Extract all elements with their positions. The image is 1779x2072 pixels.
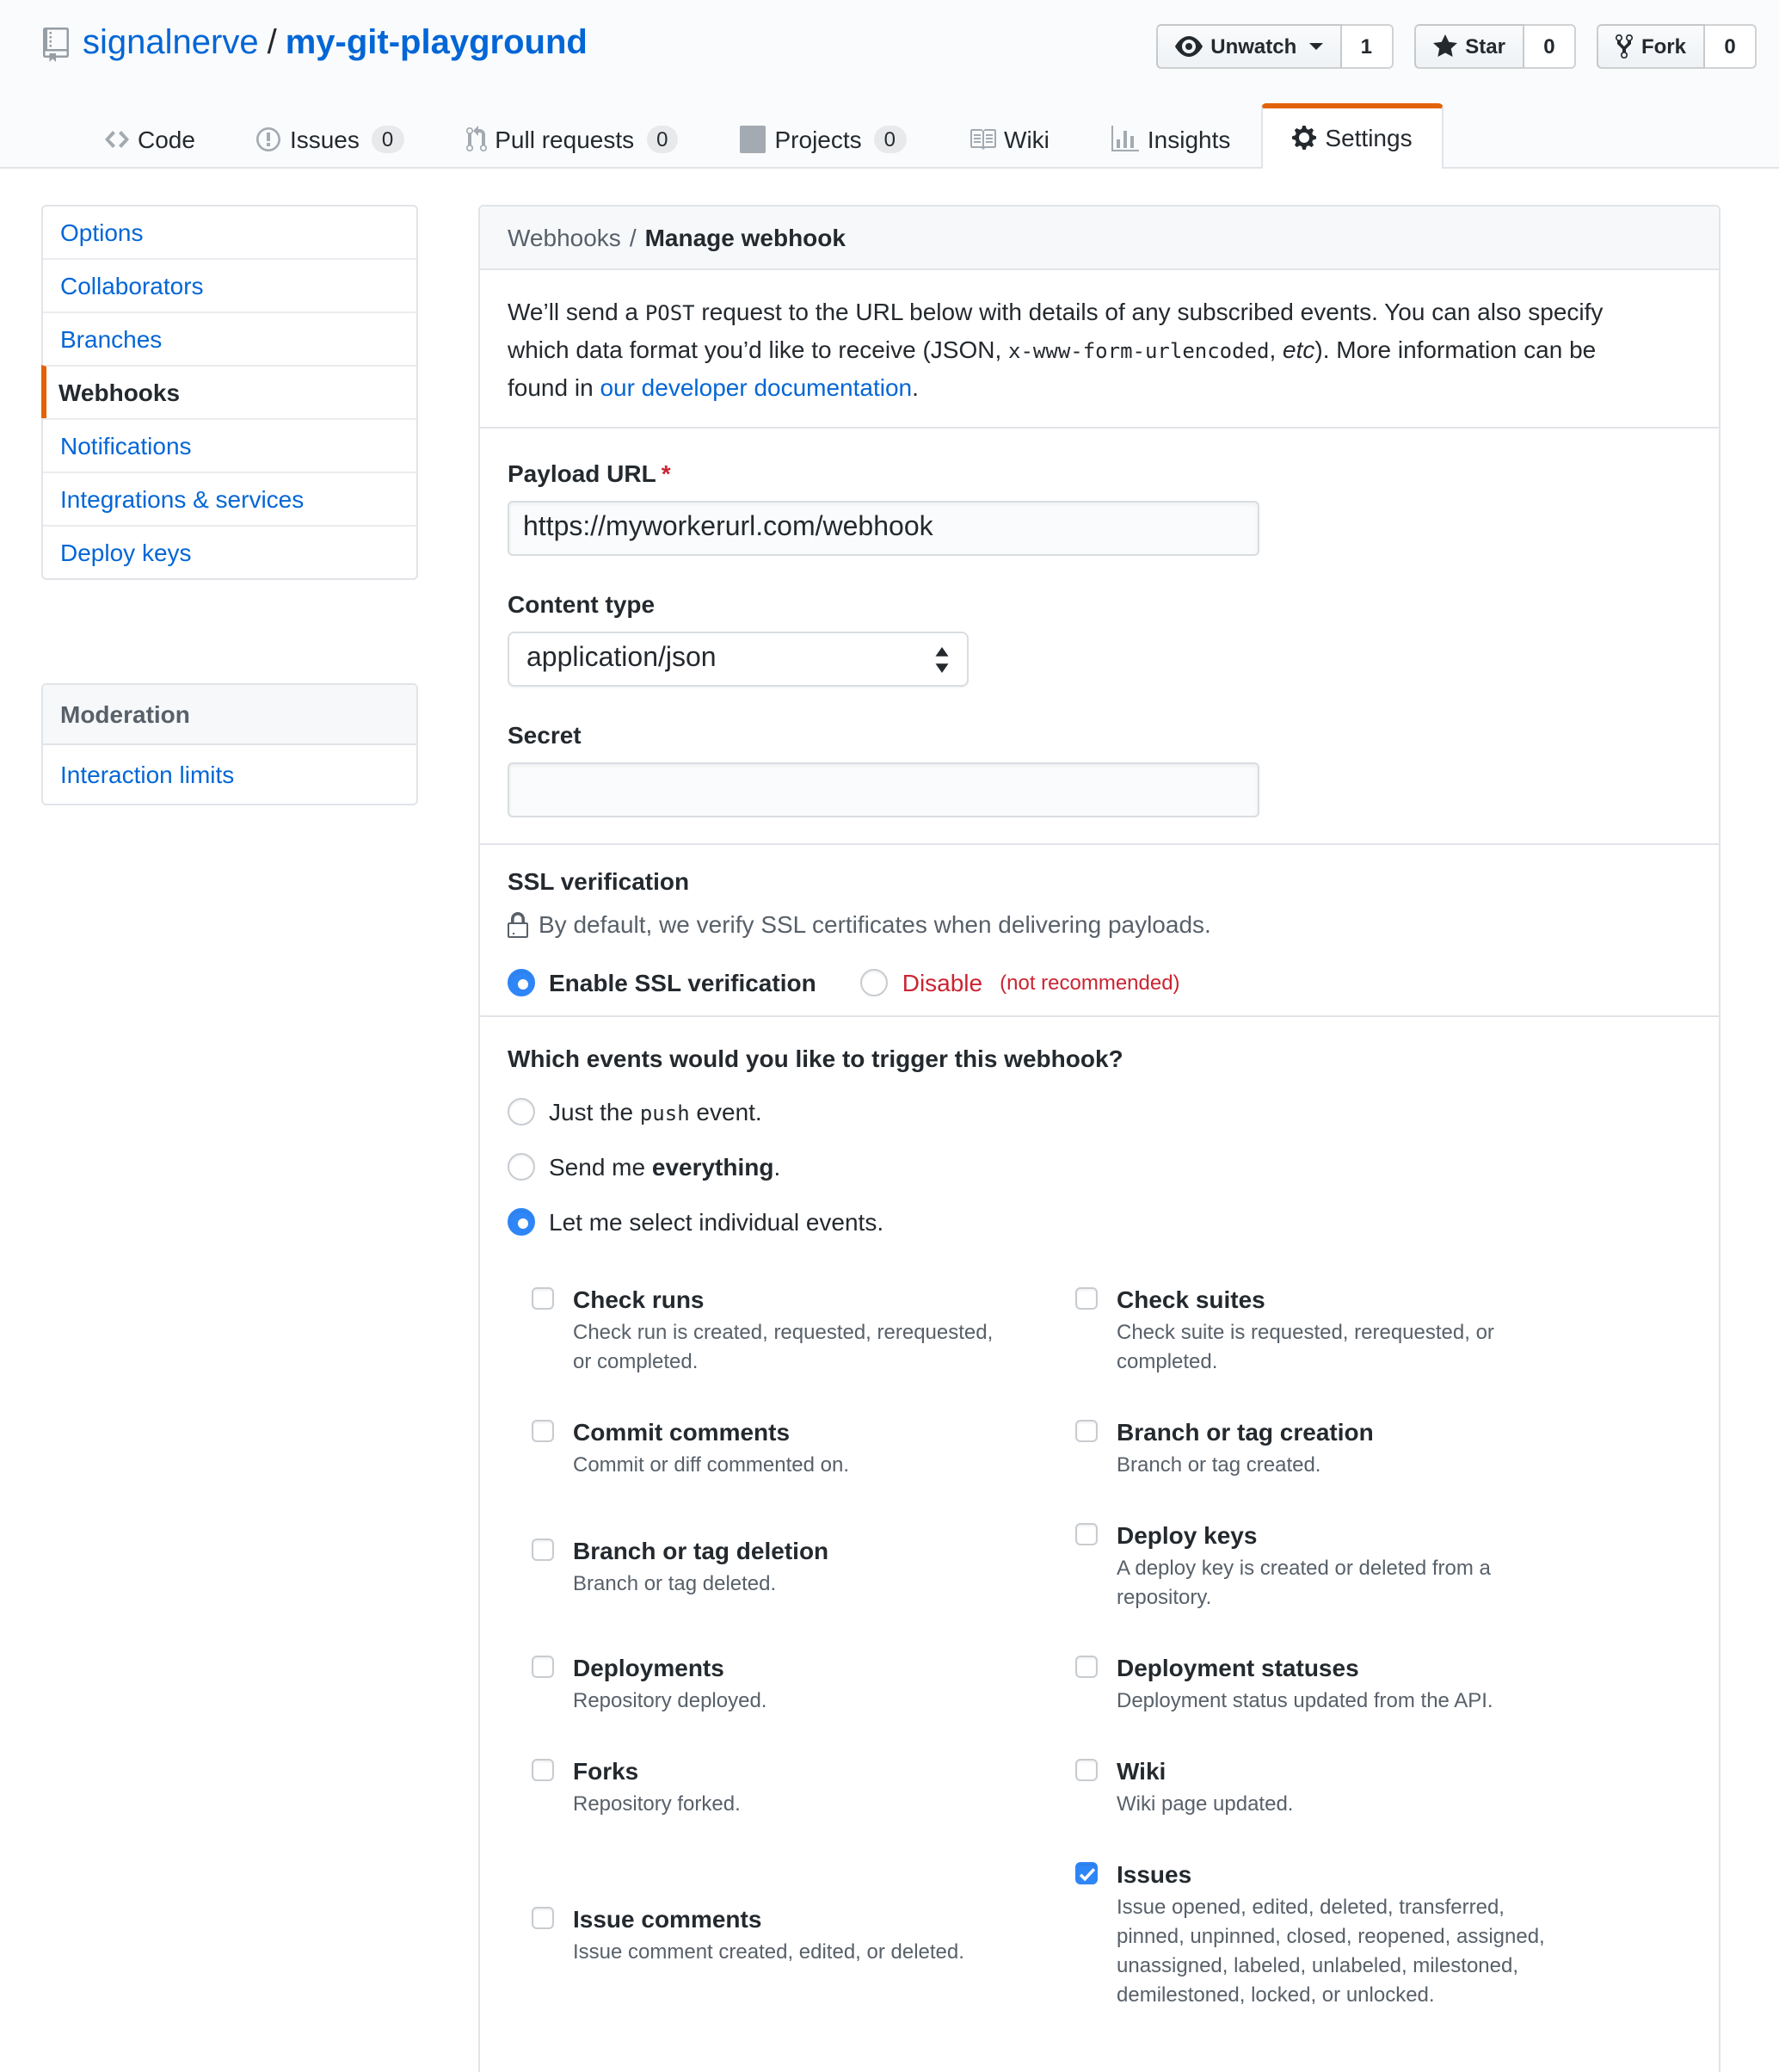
send-everything-label: Send me everything. <box>549 1153 781 1181</box>
event-title: Forks <box>573 1757 639 1785</box>
event-trigger-options <box>508 1098 1691 1236</box>
unwatch-label: Unwatch <box>1210 34 1297 59</box>
event-item-forks <box>532 1754 1075 1819</box>
enable-ssl-option[interactable] <box>508 969 816 996</box>
disable-ssl-radio[interactable] <box>861 969 889 996</box>
intro-code-urlencoded: x-www-form-urlencoded <box>1008 339 1270 363</box>
breadcrumb-separator: / <box>629 224 637 251</box>
payload-url-label-text: Payload URL <box>508 459 656 487</box>
event-description: Issue comment created, edited, or deleted. <box>573 1939 964 1963</box>
settings-menu <box>41 205 418 580</box>
intro-part4: ). More information can be found in <box>508 336 1597 401</box>
disable-ssl-note: (not recommended) <box>1000 971 1180 995</box>
tab-label: Pull requests <box>495 126 635 153</box>
event-title: Branch or tag deletion <box>573 1536 829 1563</box>
sidebar-item-interaction-limits[interactable]: Interaction limits <box>60 761 235 788</box>
select-individual-option[interactable] <box>508 1208 1691 1236</box>
event-item-check-runs <box>532 1282 1075 1377</box>
branch-tag-creation-checkbox[interactable] <box>1075 1420 1098 1442</box>
moderation-heading: Moderation <box>43 685 416 745</box>
page-title: Manage webhook <box>644 224 846 251</box>
issue-comments-checkbox[interactable] <box>532 1906 554 1928</box>
tab-label: Code <box>138 126 195 153</box>
sidebar-item-collaborators[interactable]: Collaborators <box>43 258 416 311</box>
unwatch-button[interactable] <box>1155 24 1341 69</box>
intro-part3: , <box>1269 336 1283 363</box>
breadcrumb <box>480 207 1719 270</box>
settings-sidebar <box>41 205 418 805</box>
check-suites-checkbox[interactable] <box>1075 1287 1098 1310</box>
event-item-issues <box>1075 1857 1691 2010</box>
star-label: Star <box>1465 34 1505 59</box>
intro-part5: . <box>912 373 919 401</box>
star-button-group <box>1413 24 1576 69</box>
event-item-branch-tag-creation <box>1075 1415 1691 1480</box>
enable-ssl-radio[interactable] <box>508 969 535 996</box>
deploy-keys-checkbox[interactable] <box>1075 1523 1098 1545</box>
sidebar-item-options[interactable]: Options <box>60 219 144 246</box>
event-item-branch-tag-deletion <box>532 1532 1075 1598</box>
projects-counter: 0 <box>874 126 906 153</box>
event-description: Repository deployed. <box>573 1688 767 1712</box>
just-push-option[interactable] <box>508 1098 1691 1125</box>
ssl-note <box>508 910 1691 940</box>
code-icon <box>105 126 129 153</box>
sidebar-item-webhooks[interactable]: Webhooks <box>41 365 416 418</box>
event-title: Deployment statuses <box>1117 1654 1359 1681</box>
fork-icon <box>1616 33 1633 60</box>
ssl-section <box>480 845 1719 1017</box>
fork-button[interactable] <box>1597 24 1705 69</box>
check-runs-checkbox[interactable] <box>532 1287 554 1310</box>
event-title: Check runs <box>573 1286 705 1313</box>
disable-ssl-option[interactable] <box>861 969 1180 996</box>
breadcrumb-webhooks-link[interactable]: Webhooks <box>508 224 621 251</box>
forks-count[interactable]: 0 <box>1705 24 1757 69</box>
tab-projects[interactable] <box>710 103 938 169</box>
content-type-value: application/json <box>526 644 717 673</box>
caret-down-icon <box>1308 43 1322 57</box>
event-description: Check run is created, requested, rerequested, or completed. <box>573 1320 994 1373</box>
pull-requests-counter: 0 <box>646 126 678 153</box>
send-everything-radio[interactable] <box>508 1153 535 1181</box>
ssl-title: SSL verification <box>508 867 690 895</box>
event-title: Deployments <box>573 1654 724 1681</box>
tab-label: Projects <box>774 126 862 153</box>
event-description: Issue opened, edited, deleted, transferred, pinned, unpinned, closed, reopened, assigned, unassigned, labeled, unlabeled, milestoned, demilestoned, locked, or unlocked. <box>1117 1895 1545 2007</box>
select-individual-radio[interactable] <box>508 1208 535 1236</box>
event-description: Deployment status updated from the API. <box>1117 1688 1493 1712</box>
sidebar-item-branches[interactable]: Branches <box>43 311 416 365</box>
watch-button-group <box>1155 24 1393 69</box>
intro-part1: We’ll send a <box>508 298 645 325</box>
webhook-panel <box>478 205 1721 2072</box>
project-icon <box>741 126 766 153</box>
graph-icon <box>1111 126 1139 153</box>
repo-header <box>0 0 1779 169</box>
send-everything-option[interactable] <box>508 1153 1691 1181</box>
intro-text <box>508 294 1643 406</box>
deployment-statuses-checkbox[interactable] <box>1075 1656 1098 1678</box>
deployments-checkbox[interactable] <box>532 1656 554 1678</box>
git-pull-request-icon <box>465 126 486 153</box>
ssl-note-text: By default, we verify SSL certificates when delivering payloads. <box>539 910 1211 938</box>
sidebar-item-notifications[interactable]: Notifications <box>43 418 416 472</box>
content-type-select[interactable] <box>508 632 969 687</box>
stars-count[interactable]: 0 <box>1524 24 1576 69</box>
event-title: Branch or tag creation <box>1117 1418 1374 1446</box>
event-title: Check suites <box>1117 1286 1265 1313</box>
repo-icon <box>43 27 69 61</box>
event-item-deployments <box>532 1650 1075 1716</box>
fork-button-group <box>1597 24 1757 69</box>
repo-path-separator: / <box>267 24 277 62</box>
tab-settings[interactable] <box>1261 103 1443 169</box>
star-button[interactable] <box>1413 24 1524 69</box>
event-title: Commit comments <box>573 1418 791 1446</box>
wiki-checkbox[interactable] <box>1075 1759 1098 1781</box>
event-description: Branch or tag created. <box>1117 1452 1321 1477</box>
event-item-check-suites <box>1075 1282 1691 1377</box>
required-mark: * <box>661 459 671 487</box>
webhook-form <box>480 429 1719 845</box>
gear-icon <box>1292 123 1316 151</box>
branch-tag-deletion-checkbox[interactable] <box>532 1538 554 1560</box>
event-title: Deploy keys <box>1117 1521 1258 1549</box>
event-description: Check suite is requested, rerequested, or completed. <box>1117 1320 1494 1373</box>
tab-label: Insights <box>1147 126 1231 153</box>
tab-pull-requests[interactable] <box>434 103 709 169</box>
tab-label: Wiki <box>1004 126 1050 153</box>
event-description: Branch or tag deleted. <box>573 1570 777 1594</box>
event-title: Issue comments <box>573 1904 762 1932</box>
repo-owner-link[interactable]: signalnerve <box>83 24 259 62</box>
tab-label: Settings <box>1325 123 1413 151</box>
sidebar-item-deploy-keys[interactable]: Deploy keys <box>43 525 416 578</box>
event-item-issue-comments <box>532 1901 1075 1966</box>
event-description: A deploy key is created or deleted from a repository. <box>1117 1556 1491 1609</box>
payload-url-input[interactable] <box>508 501 1259 556</box>
fork-label: Fork <box>1640 34 1686 59</box>
tab-code[interactable] <box>74 103 226 169</box>
repo-name-link[interactable]: my-git-playground <box>285 24 588 62</box>
repo-nav <box>74 103 1444 169</box>
issues-checkbox[interactable] <box>1075 1862 1098 1884</box>
star-icon <box>1432 33 1456 60</box>
intro-code-post: POST <box>644 301 695 325</box>
forks-checkbox[interactable] <box>532 1759 554 1781</box>
event-title: Issues <box>1117 1860 1192 1888</box>
developer-docs-link[interactable]: our developer documentation <box>600 373 913 401</box>
events-section <box>480 1017 1719 2044</box>
secret-input[interactable] <box>508 762 1259 817</box>
moderation-menu <box>41 683 418 805</box>
intro-part2: request to the URL below with details of any subscribed events. You can also specify which data format you’d like to receive (JSON, <box>508 298 1604 363</box>
tab-insights[interactable] <box>1080 103 1262 169</box>
event-item-deployment-statuses <box>1075 1650 1691 1716</box>
disable-ssl-label: Disable <box>902 969 983 996</box>
secret-label: Secret <box>508 721 582 749</box>
just-push-label: Just the push event. <box>549 1098 762 1125</box>
lock-icon <box>508 912 528 940</box>
event-description: Commit or diff commented on. <box>573 1452 850 1477</box>
event-item-commit-comments <box>532 1415 1075 1480</box>
repo-actions <box>1155 24 1757 69</box>
payload-url-label <box>508 459 1691 487</box>
ssl-radio-group <box>508 969 1691 996</box>
enable-ssl-label: Enable SSL verification <box>549 969 816 996</box>
event-description: Repository forked. <box>573 1791 741 1816</box>
issue-opened-icon <box>257 126 281 153</box>
book-icon <box>968 126 995 153</box>
content <box>0 169 1779 2072</box>
event-description: Wiki page updated. <box>1117 1791 1294 1816</box>
tab-label: Issues <box>289 126 360 153</box>
issues-counter: 0 <box>372 126 403 153</box>
event-checkbox-grid <box>508 1282 1691 2010</box>
watchers-count[interactable]: 1 <box>1341 24 1393 69</box>
events-title: Which events would you like to trigger this webhook? <box>508 1045 1123 1072</box>
content-type-label: Content type <box>508 590 656 618</box>
commit-comments-checkbox[interactable] <box>532 1420 554 1442</box>
webhook-intro <box>480 270 1719 429</box>
tab-wiki[interactable] <box>937 103 1080 169</box>
select-individual-label: Let me select individual events. <box>549 1208 884 1236</box>
event-item-wiki <box>1075 1754 1691 1819</box>
just-push-radio[interactable] <box>508 1098 535 1125</box>
event-item-deploy-keys <box>1075 1518 1691 1613</box>
check-icon <box>1078 1865 1095 1882</box>
tab-issues[interactable] <box>226 103 434 169</box>
select-caret-icon <box>934 646 950 672</box>
event-title: Wiki <box>1117 1757 1167 1785</box>
intro-etc: etc <box>1283 336 1315 363</box>
sidebar-item-integrations[interactable]: Integrations & services <box>43 472 416 525</box>
eye-icon <box>1174 33 1202 60</box>
